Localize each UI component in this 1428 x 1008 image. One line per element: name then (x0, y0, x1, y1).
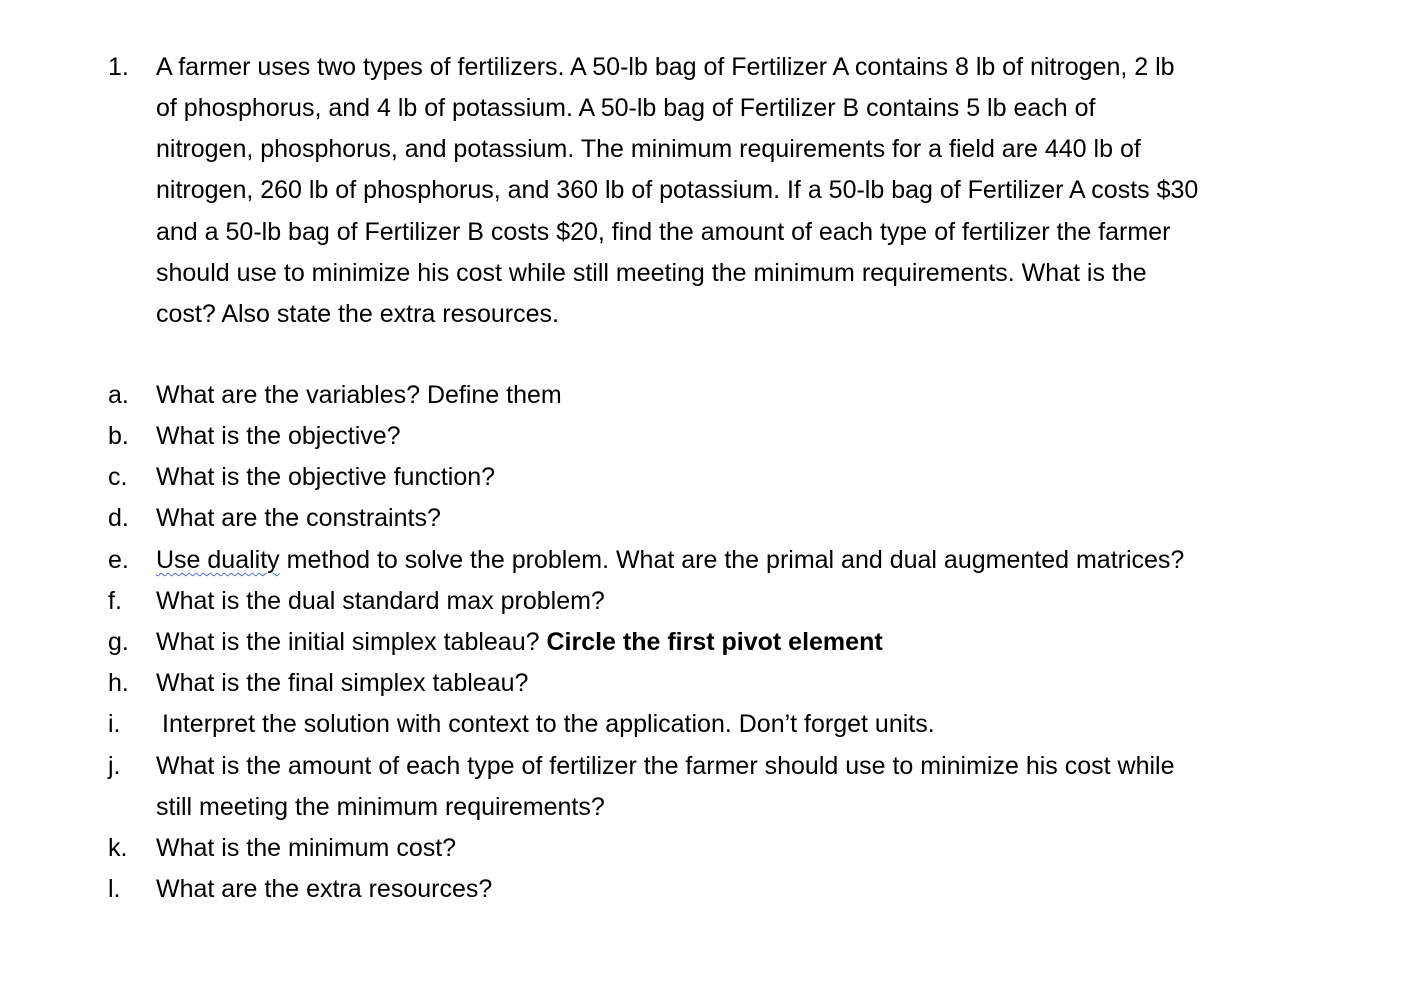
part-a (108, 381, 562, 410)
part-g (108, 628, 883, 657)
problem-line: A farmer uses two types of fertilizers. A 50-lb bag of Fertilizer A contains 8 lb of nitrogen, 2 lb (156, 53, 1175, 81)
problem-number: 1. (108, 53, 129, 81)
problem-line: cost? Also state the extra resources. (156, 300, 559, 328)
part-text: What is the objective function? (156, 463, 496, 491)
part-d (108, 504, 441, 533)
part-text: What is the minimum cost? (156, 834, 457, 862)
part-letter: f. (108, 587, 122, 615)
part-c (108, 463, 495, 492)
bold-instruction: Circle the first pivot element (546, 628, 883, 656)
part-i (108, 710, 935, 739)
part-text: What are the variables? Define them (156, 381, 562, 409)
part-letter: h. (108, 669, 129, 697)
part-text: What are the extra resources? (156, 875, 493, 903)
problem-line: and a 50-lb bag of Fertilizer B costs $20, find the amount of each type of fertilizer the farmer (156, 218, 1171, 246)
problem-line: nitrogen, 260 lb of phosphorus, and 360 lb of potassium. If a 50-lb bag of Fertilizer A costs $30 (156, 176, 1199, 204)
problem-line: should use to minimize his cost while still meeting the minimum requirements. What is the (156, 259, 1147, 287)
part-j-continuation: still meeting the minimum requirements? (156, 793, 605, 821)
part-e (108, 546, 1184, 575)
part-h (108, 669, 528, 698)
part-letter: b. (108, 422, 129, 450)
part-letter: e. (108, 546, 129, 574)
part-text: Interpret the solution with context to the application. Don’t forget units. (162, 710, 935, 738)
part-letter: c. (108, 463, 128, 491)
part-letter: i. (108, 710, 121, 738)
part-text: What is the objective? (156, 422, 401, 450)
spellcheck-underlined-text: Use duality (156, 546, 280, 574)
part-letter: g. (108, 628, 129, 656)
part-letter: j. (108, 752, 121, 780)
part-letter: d. (108, 504, 129, 532)
part-f (108, 587, 605, 616)
part-text: What is the initial simplex tableau? (156, 628, 547, 656)
part-text: What is the dual standard max problem? (156, 587, 605, 615)
part-letter: a. (108, 381, 129, 409)
part-text: What is the amount of each type of fertilizer the farmer should use to minimize his cost while (156, 752, 1175, 780)
part-letter: k. (108, 834, 128, 862)
problem-line: of phosphorus, and 4 lb of potassium. A 50-lb bag of Fertilizer B contains 5 lb each of (156, 94, 1096, 122)
part-j (108, 752, 1175, 781)
part-text: What is the final simplex tableau? (156, 669, 529, 697)
part-b (108, 422, 401, 451)
part-text: What are the constraints? (156, 504, 441, 532)
part-letter: l. (108, 875, 121, 903)
part-l (108, 875, 492, 904)
problem-line: nitrogen, phosphorus, and potassium. The minimum requirements for a field are 440 lb of (156, 135, 1141, 163)
part-text: method to solve the problem. What are the primal and dual augmented matrices? (279, 546, 1185, 574)
part-k (108, 834, 456, 863)
